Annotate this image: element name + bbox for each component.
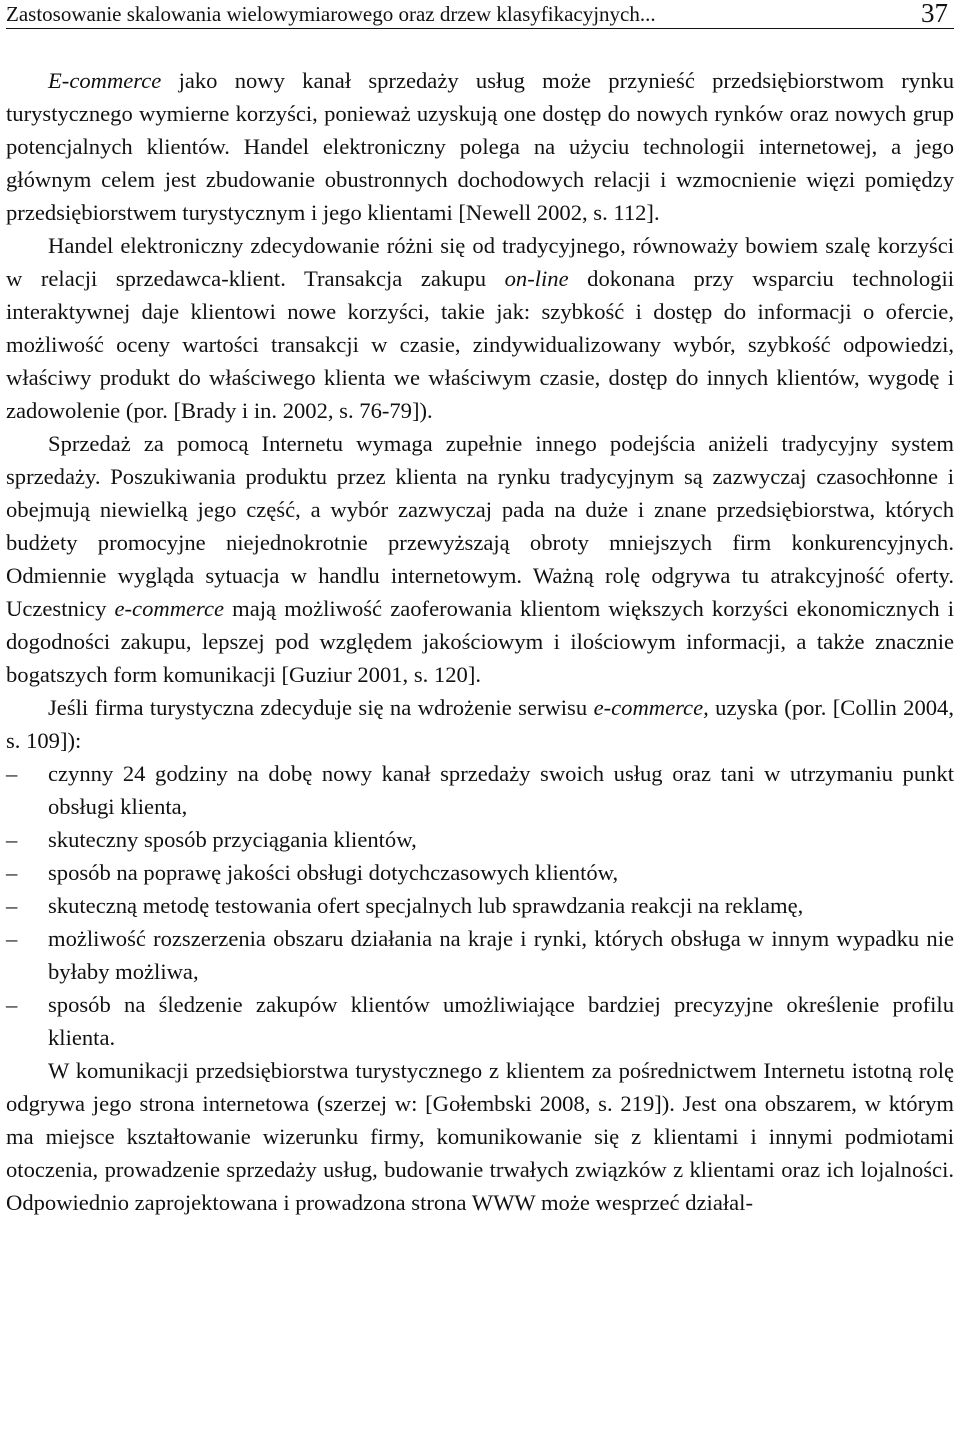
running-title: Zastosowanie skalowania wielowymiarowego oraz drzew klasyfikacyjnych...: [6, 2, 656, 26]
list-item-text: skuteczny sposób przyciągania klientów,: [48, 827, 417, 852]
dash-bullet-icon: –: [6, 926, 18, 951]
dash-bullet-icon: –: [6, 761, 18, 786]
list-item: [6, 988, 954, 1054]
dash-bullet-icon: –: [6, 893, 18, 918]
dash-bullet-icon: –: [6, 992, 18, 1017]
paragraph-2-text-a: Handel elektroniczny zdecydowanie różni się od tradycyjnego, równoważy bowiem szalę korzyści w relacji sprzedawca-klient. Transakcja zakupu: [6, 233, 954, 291]
paragraph-5: W komunikacji przedsiębiorstwa turystycznego z klientem za pośrednictwem Internetu istotną rolę odgrywa jego strona internetowa (szerzej w: [Gołembski 2008, s. 219]). Jest ona obszarem, w którym ma miejsce kształtowanie wizerunku firmy, komunikowanie się z klientami i innymi podmiotami otoczenia, prowadzenie sprzedaży usług, budowanie trwałych związków z klientami oraz ich lojalności. Odpowiednio zaprojektowana i prowadzona strona WWW może wesprzeć działal-: [6, 1058, 954, 1215]
paragraph-3-text-b: mają możliwość zaoferowania klientom większych korzyści ekonomicznych i dogodności zakupu, lepszej pod względem jakościowym i ilościowym informacji, a także znacznie bogatszych form komunikacji [Guziur 2001, s. 120].: [6, 596, 955, 687]
term-ecommerce-3: e-commerce,: [593, 695, 709, 720]
list-item-text: sposób na śledzenie zakupów klientów umożliwiające bardziej precyzyjne określenie profilu klienta.: [48, 992, 954, 1050]
list-item-text: skuteczną metodę testowania ofert specjalnych lub sprawdzania reakcji na reklamę,: [48, 893, 804, 918]
running-header: [6, 0, 954, 29]
page-number: 37: [921, 0, 948, 28]
term-online: on-line: [504, 266, 569, 291]
list-item-text: sposób na poprawę jakości obsługi dotychczasowych klientów,: [48, 860, 619, 885]
list-item-text: czynny 24 godziny na dobę nowy kanał sprzedaży swoich usług oraz tani w utrzymaniu punkt obsługi klienta,: [48, 761, 954, 819]
paragraph-1-text: jako nowy kanał sprzedaży usług może przynieść przedsiębiorstwom rynku turystycznego wymierne korzyści, ponieważ uzyskują one dostęp do nowych rynków oraz nowych grup potencjalnych klientów. Handel elektroniczny polega na użyciu technologii internetowej, a jego głównym celem jest zbudowanie obustronnych dochodowych relacji i wzmocnienie więzi pomiędzy przedsiębiorstwem turystycznym i jego klientami [Newell 2002, s. 112].: [6, 68, 954, 225]
paragraph-1: [6, 64, 954, 229]
list-item: [6, 823, 954, 856]
list-item-text: możliwość rozszerzenia obszaru działania na kraje i rynki, których obsługa w innym wypadku nie byłaby możliwa,: [48, 926, 954, 984]
list-item: [6, 856, 954, 889]
dash-bullet-icon: –: [6, 827, 18, 852]
paragraph-4: [6, 691, 954, 757]
list-item: [6, 922, 954, 988]
paragraph-4-text-a: Jeśli firma turystyczna zdecyduje się na wdrożenie serwisu: [48, 695, 594, 720]
list-item: [6, 889, 954, 922]
list-item: [6, 757, 954, 823]
term-ecommerce: E-commerce: [48, 68, 162, 93]
term-ecommerce-2: e-commerce: [114, 596, 225, 621]
paragraph-3-text-a: Sprzedaż za pomocą Internetu wymaga zupełnie innego podejścia aniżeli tradycyjny system sprzedaży. Poszukiwania produktu przez klienta na rynku tradycyjnym są zazwyczaj czasochłonne i obejmują niewielką jego część, a wybór zazwyczaj pada na duże i znane przedsiębiorstwa, których budżety promocyjne niejednokrotnie przewyższają obroty mniejszych firm konkurencyjnych. Odmiennie wygląda sytuacja w handlu internetowym. Ważną rolę odgrywa tu atrakcyjność oferty. Uczestnicy: [6, 431, 954, 621]
paragraph-2: [6, 229, 954, 427]
paragraph-4-text-b: uzyska (por. [Collin 2004, s. 109]):: [6, 695, 954, 753]
paragraph-3: [6, 427, 954, 691]
paragraph-2-text-b: dokonana przy wsparciu technologii interaktywnej daje klientowi nowe korzyści, takie jak: szybkość i dostęp do informacji o ofercie, możliwość oceny wartości transakcji w czasie, zindywidualizowany wybór, szybkość odpowiedzi, właściwy produkt do właściwego klienta we właściwym czasie, dostęp do innych klientów, wygodę i zadowolenie (por. [Brady i in. 2002, s. 76-79]).: [6, 266, 954, 423]
benefits-list: [6, 757, 954, 1054]
body-text: [6, 64, 954, 1219]
dash-bullet-icon: –: [6, 860, 18, 885]
